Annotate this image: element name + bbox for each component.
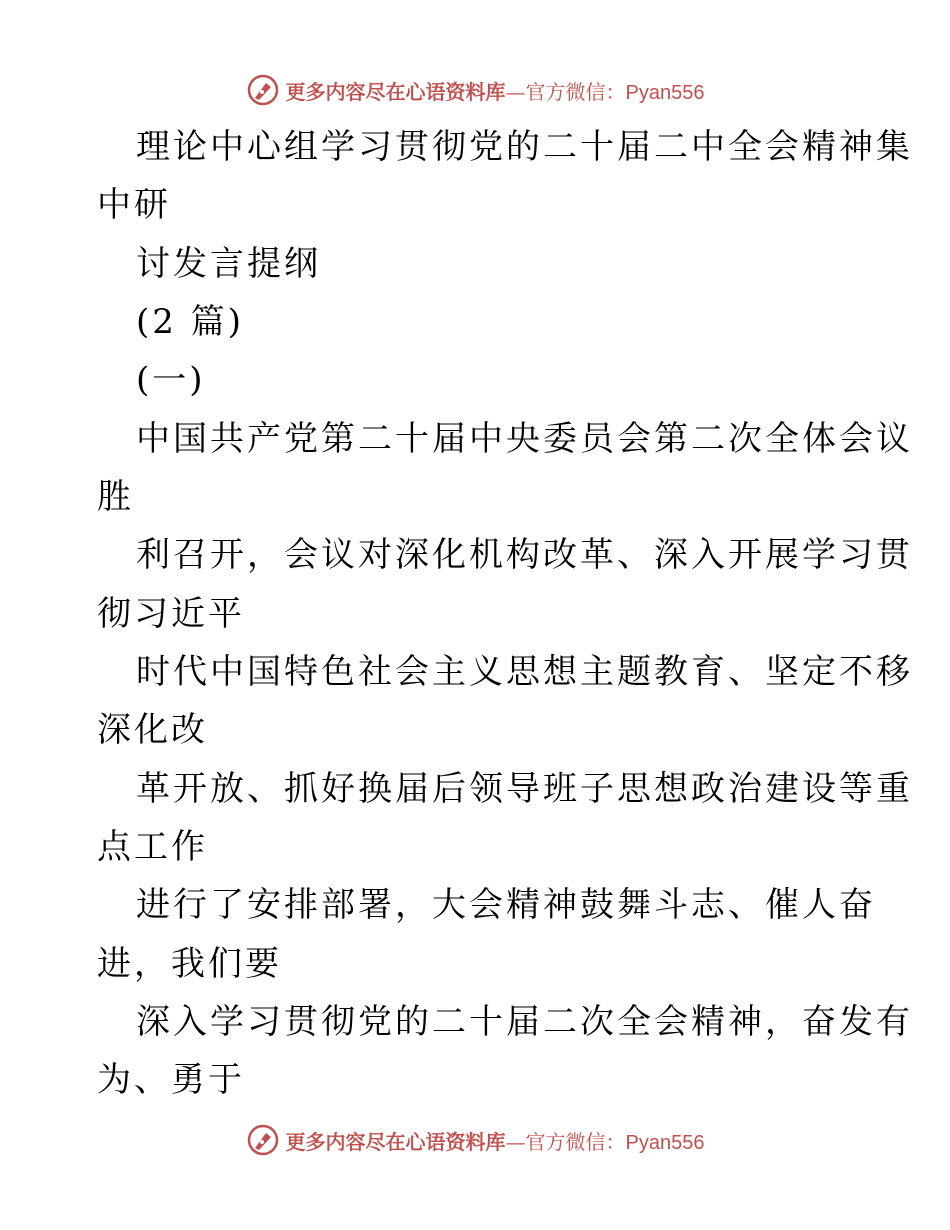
pen-nib-logo-icon bbox=[246, 1123, 280, 1157]
text-line: 革开放、抓好换届后领导班子思想政治建设等重 bbox=[136, 769, 913, 809]
text-line: 彻习近平 bbox=[97, 594, 245, 634]
text-line: 时代中国特色社会主义思想主题教育、坚定不移 bbox=[136, 652, 913, 692]
footer-wechat-id: Pyan556 bbox=[625, 1131, 705, 1154]
text-line: 点工作 bbox=[97, 827, 208, 867]
text-line: 深化改 bbox=[97, 710, 208, 750]
header-banner bbox=[0, 70, 950, 110]
header-dash: — bbox=[505, 79, 526, 104]
header-wechat-id: Pyan556 bbox=[625, 81, 705, 104]
header-banner-text bbox=[286, 76, 705, 105]
header-brand: 更多内容尽在心语资料库 bbox=[285, 79, 506, 104]
header-wechat-label: 官方微信： bbox=[525, 79, 626, 104]
footer-banner bbox=[0, 1120, 950, 1160]
text-line: 中国共产党第二十届中央委员会第二次全体会议 bbox=[136, 419, 913, 459]
text-line: (2 篇) bbox=[136, 302, 244, 342]
pen-nib-logo-icon bbox=[246, 73, 280, 107]
text-line: 深入学习贯彻党的二十届二次全会精神，奋发有 bbox=[136, 1002, 913, 1042]
footer-brand: 更多内容尽在心语资料库 bbox=[285, 1129, 506, 1154]
text-line: (一) bbox=[136, 360, 206, 400]
footer-wechat-label: 官方微信： bbox=[525, 1129, 626, 1154]
text-line: 讨发言提纲 bbox=[136, 244, 321, 284]
text-line: 进，我们要 bbox=[97, 944, 282, 984]
text-line: 为、勇于 bbox=[97, 1060, 245, 1100]
text-line: 利召开，会议对深化机构改革、深入开展学习贯 bbox=[136, 535, 913, 575]
footer-banner-text bbox=[286, 1126, 705, 1155]
text-line: 进行了安排部署，大会精神鼓舞斗志、催人奋 bbox=[136, 885, 876, 925]
text-line: 胜 bbox=[97, 477, 134, 517]
text-line: 中研 bbox=[97, 185, 171, 225]
text-line: 理论中心组学习贯彻党的二十届二中全会精神集 bbox=[136, 127, 913, 167]
footer-dash: — bbox=[505, 1129, 526, 1154]
